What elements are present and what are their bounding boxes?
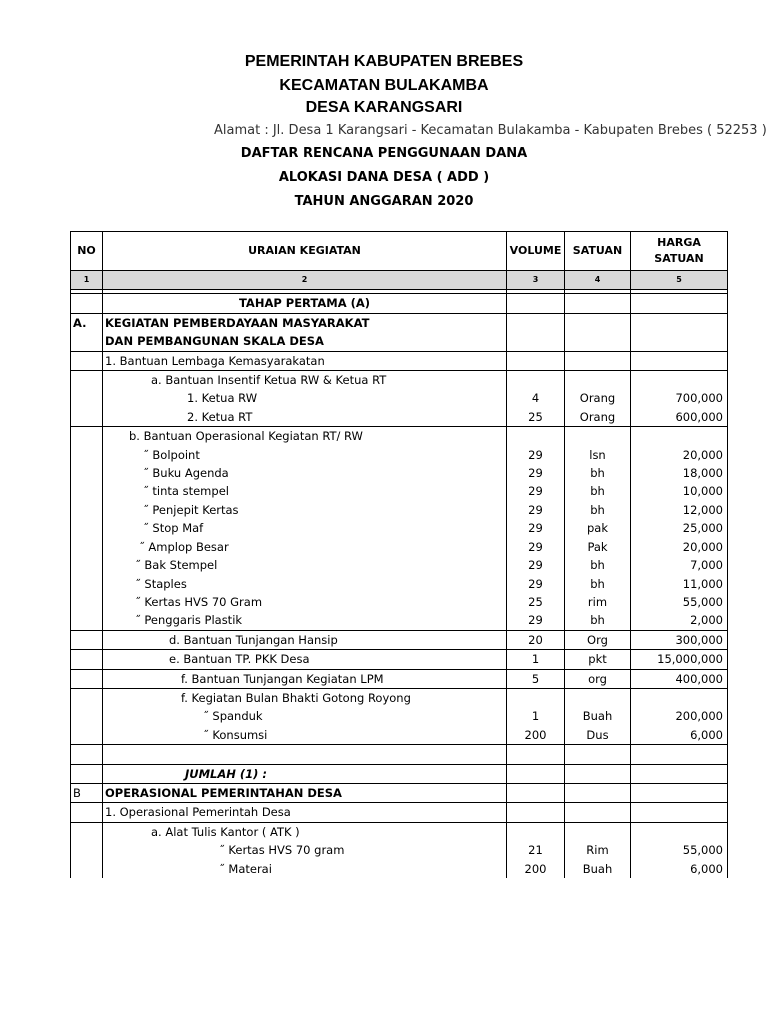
doc-subtitle: ALOKASI DANA DESA ( ADD ) — [278, 170, 490, 185]
table-row — [71, 726, 728, 745]
table-row — [71, 538, 728, 556]
item-label: a. Bantuan Insentif Ketua RW & Ketua RT — [103, 371, 507, 390]
item-volume: 29 — [507, 446, 565, 464]
item-volume: 5 — [507, 669, 565, 688]
item-unit: Pak — [565, 538, 631, 556]
table-row — [71, 822, 728, 841]
item-label: f. Bantuan Tunjangan Kegiatan LPM — [103, 669, 507, 688]
col-number: 1 — [71, 271, 103, 290]
subtotal-label: JUMLAH (1) : — [103, 764, 507, 783]
item-label: e. Bantuan TP. PKK Desa — [103, 650, 507, 669]
table-row — [71, 294, 728, 313]
col-number: 3 — [507, 271, 565, 290]
item-label: ˝ Bolpoint — [103, 446, 507, 464]
item-label: ˝ Materai — [103, 860, 507, 878]
item-price: 55,000 — [631, 841, 728, 859]
item-price: 20,000 — [631, 446, 728, 464]
item-volume: 25 — [507, 408, 565, 427]
item-volume: 29 — [507, 538, 565, 556]
table-row — [71, 593, 728, 611]
table-row — [71, 556, 728, 574]
item-unit: Buah — [565, 707, 631, 725]
item-label: ˝ Staples — [103, 575, 507, 593]
item-volume: 25 — [507, 593, 565, 611]
table-row — [71, 371, 728, 390]
table-row — [71, 446, 728, 464]
item-label: ˝ Buku Agenda — [103, 464, 507, 482]
item-label: b. Bantuan Operasional Kegiatan RT/ RW — [103, 427, 507, 446]
item-price: 12,000 — [631, 501, 728, 519]
table-row — [71, 351, 728, 370]
item-label: 1. Ketua RW — [103, 389, 507, 407]
item-volume: 29 — [507, 611, 565, 630]
table-row — [71, 764, 728, 783]
item-price: 20,000 — [631, 538, 728, 556]
table-row — [71, 501, 728, 519]
table-row — [71, 803, 728, 822]
col-number: 4 — [565, 271, 631, 290]
section-title: DAN PEMBANGUNAN SKALA DESA — [103, 332, 507, 351]
item-unit: Org — [565, 630, 631, 649]
item-unit: Orang — [565, 389, 631, 407]
col-no: NO — [71, 232, 103, 271]
item-label: ˝ Stop Maf — [103, 519, 507, 537]
table-row — [71, 745, 728, 764]
header-regency: PEMERINTAH KABUPATEN BREBES — [244, 53, 524, 70]
table-row — [71, 519, 728, 537]
item-label: f. Kegiatan Bulan Bhakti Gotong Royong — [103, 688, 507, 707]
section-title: OPERASIONAL PEMERINTAHAN DESA — [103, 783, 507, 802]
table-row — [71, 630, 728, 649]
item-price: 25,000 — [631, 519, 728, 537]
header-address: Alamat : Jl. Desa 1 Karangsari - Kecamatan Bulakamba - Kabupaten Brebes ( 52253 ) — [214, 123, 767, 138]
budget-table — [70, 231, 728, 878]
col-uraian: URAIAN KEGIATAN — [103, 232, 507, 271]
item-price: 6,000 — [631, 860, 728, 878]
item-price: 55,000 — [631, 593, 728, 611]
table-row — [71, 688, 728, 707]
col-harga: HARGA SATUAN — [631, 232, 728, 271]
table-row — [71, 482, 728, 500]
item-label: ˝ Amplop Besar — [103, 538, 507, 556]
item-price: 18,000 — [631, 464, 728, 482]
item-volume: 29 — [507, 519, 565, 537]
doc-title: DAFTAR RENCANA PENGGUNAAN DANA — [240, 146, 528, 161]
item-unit: bh — [565, 575, 631, 593]
section-title: KEGIATAN PEMBERDAYAAN MASYARAKAT — [103, 313, 507, 332]
table-row — [71, 860, 728, 878]
table-row — [71, 464, 728, 482]
item-unit: Buah — [565, 860, 631, 878]
section-no: B — [71, 783, 103, 802]
item-unit: Dus — [565, 726, 631, 745]
col-number: 2 — [103, 271, 507, 290]
item-unit: Orang — [565, 408, 631, 427]
item-label: 1. Operasional Pemerintah Desa — [103, 803, 507, 822]
item-price: 200,000 — [631, 707, 728, 725]
item-unit: rim — [565, 593, 631, 611]
table-row — [71, 707, 728, 725]
table-row — [71, 313, 728, 332]
table-row — [71, 427, 728, 446]
table-row — [71, 611, 728, 630]
item-unit: Rim — [565, 841, 631, 859]
table-header — [71, 232, 728, 271]
item-unit: bh — [565, 611, 631, 630]
item-unit: bh — [565, 501, 631, 519]
item-label: ˝ Kertas HVS 70 Gram — [103, 593, 507, 611]
item-volume: 29 — [507, 556, 565, 574]
item-label: ˝ Konsumsi — [103, 726, 507, 745]
table-row — [71, 575, 728, 593]
item-price: 600,000 — [631, 408, 728, 427]
item-unit: bh — [565, 556, 631, 574]
item-price: 400,000 — [631, 669, 728, 688]
item-unit: pak — [565, 519, 631, 537]
item-volume: 29 — [507, 464, 565, 482]
item-unit: pkt — [565, 650, 631, 669]
item-label: ˝ tinta stempel — [103, 482, 507, 500]
table-row — [71, 389, 728, 407]
item-volume: 4 — [507, 389, 565, 407]
item-volume: 1 — [507, 650, 565, 669]
item-unit: bh — [565, 464, 631, 482]
header-district: KECAMATAN BULAKAMBA — [279, 77, 489, 94]
column-number-row — [71, 271, 728, 290]
item-price: 300,000 — [631, 630, 728, 649]
item-label: ˝ Bak Stempel — [103, 556, 507, 574]
item-unit: org — [565, 669, 631, 688]
item-price: 2,000 — [631, 611, 728, 630]
item-unit: bh — [565, 482, 631, 500]
item-label: 2. Ketua RT — [103, 408, 507, 427]
doc-year: TAHUN ANGGARAN 2020 — [294, 194, 474, 209]
item-unit: lsn — [565, 446, 631, 464]
table-row — [71, 669, 728, 688]
item-price: 7,000 — [631, 556, 728, 574]
item-label: ˝ Spanduk — [103, 707, 507, 725]
item-price: 15,000,000 — [631, 650, 728, 669]
table-row — [71, 783, 728, 802]
table-row — [71, 841, 728, 859]
item-label: 1. Bantuan Lembaga Kemasyarakatan — [103, 351, 507, 370]
item-volume: 1 — [507, 707, 565, 725]
table-row — [71, 332, 728, 351]
table-row — [71, 650, 728, 669]
item-volume: 29 — [507, 575, 565, 593]
item-volume: 20 — [507, 630, 565, 649]
item-price: 700,000 — [631, 389, 728, 407]
item-label: d. Bantuan Tunjangan Hansip — [103, 630, 507, 649]
item-label: ˝ Penggaris Plastik — [103, 611, 507, 630]
col-satuan: SATUAN — [565, 232, 631, 271]
item-volume: 21 — [507, 841, 565, 859]
item-volume: 200 — [507, 726, 565, 745]
item-price: 10,000 — [631, 482, 728, 500]
item-label: ˝ Penjepit Kertas — [103, 501, 507, 519]
header-village: DESA KARANGSARI — [305, 99, 463, 116]
item-price: 6,000 — [631, 726, 728, 745]
section-no: A. — [71, 313, 103, 332]
col-volume: VOLUME — [507, 232, 565, 271]
item-label: a. Alat Tulis Kantor ( ATK ) — [103, 822, 507, 841]
col-number: 5 — [631, 271, 728, 290]
item-label: ˝ Kertas HVS 70 gram — [103, 841, 507, 859]
item-volume: 29 — [507, 482, 565, 500]
stage-label: TAHAP PERTAMA (A) — [103, 294, 507, 313]
item-price: 11,000 — [631, 575, 728, 593]
table-row — [71, 408, 728, 427]
item-volume: 200 — [507, 860, 565, 878]
item-volume: 29 — [507, 501, 565, 519]
